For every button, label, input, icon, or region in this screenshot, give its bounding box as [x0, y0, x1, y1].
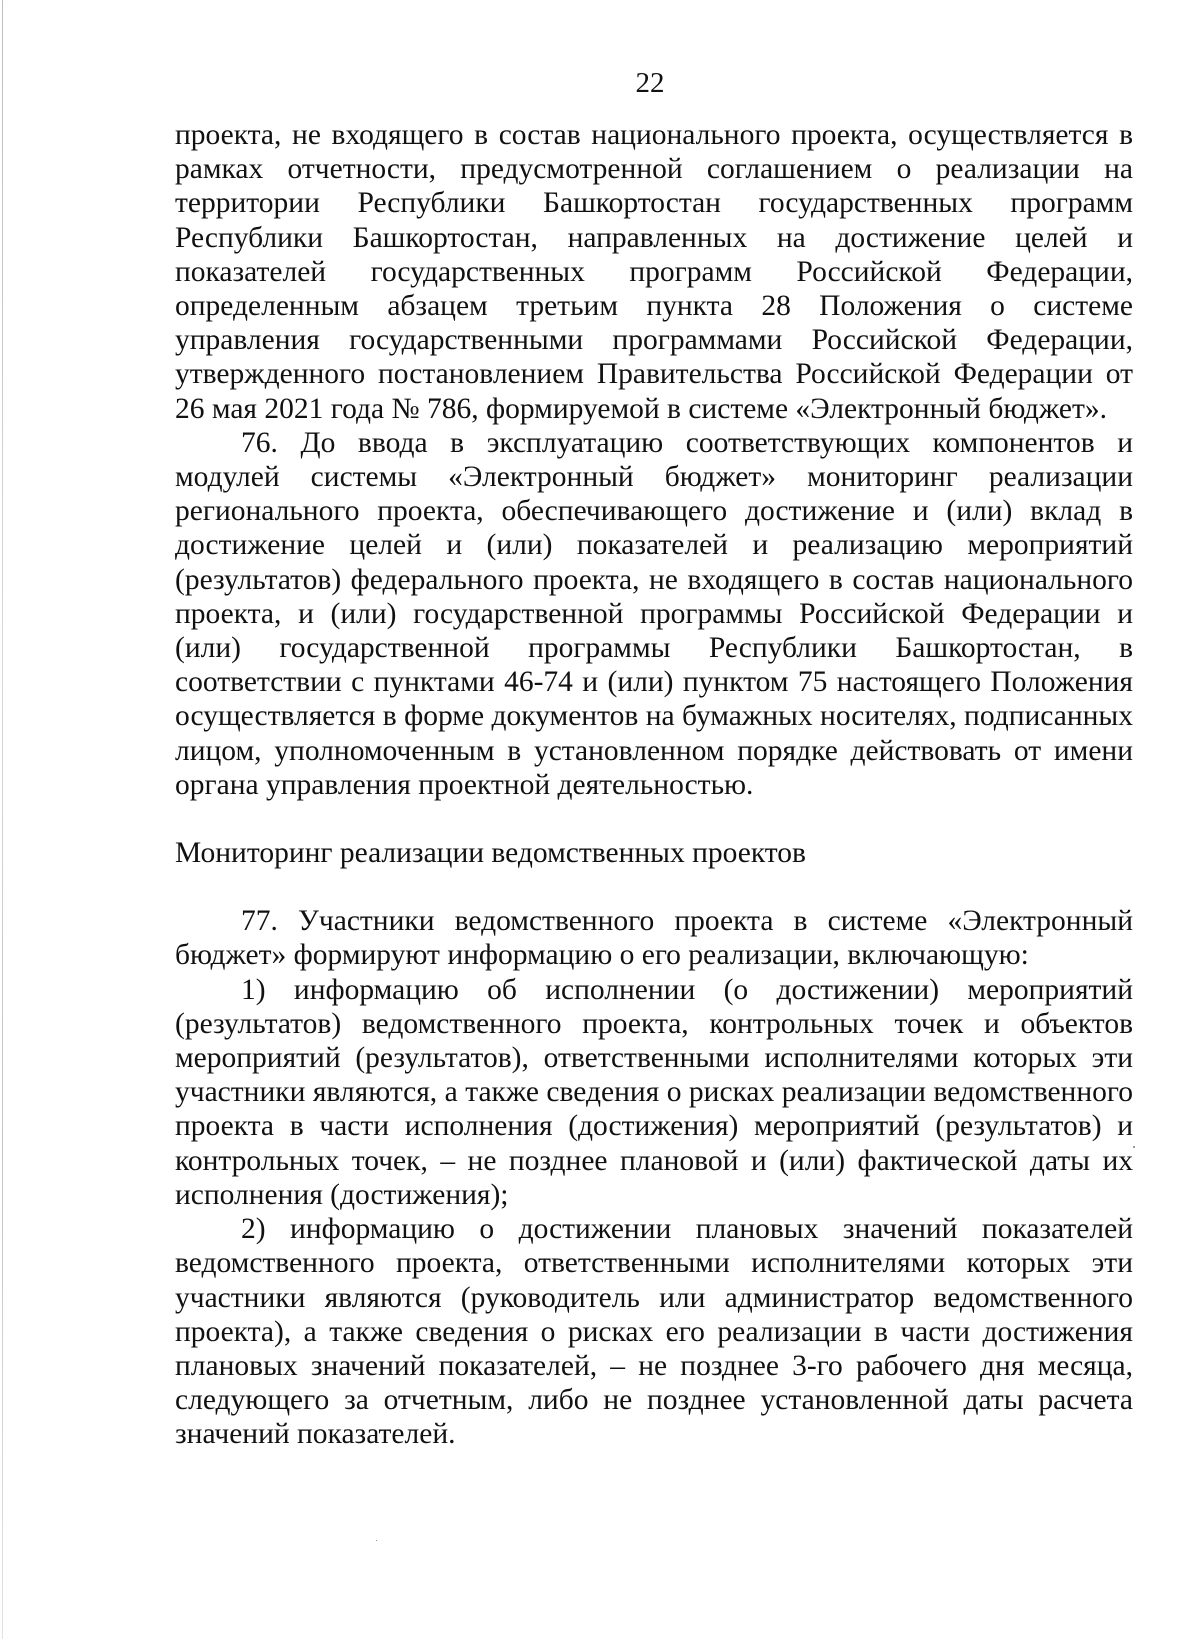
section-heading: Мониторинг реализации ведомственных проектов	[175, 837, 806, 870]
paragraph-77-item-2: 2) информацию о достижении плановых значений показателей ведомственного проекта, ответственными исполнителями которых эти участники являются (руководитель или администратор ведомственного проекта), а также сведения о рисках его реализации в части достижения плановых значений показателей, – не позднее 3-го рабочего дня месяца, следующего за отчетным, либо не позднее установленной даты расчета значений показателей.	[175, 1213, 1133, 1451]
scan-edge-shadow	[2, 0, 3, 1639]
page-number: 22	[635, 67, 665, 99]
paragraph-76: 76. До ввода в эксплуатацию соответствующих компонентов и модулей системы «Электронный бюджет» мониторинг реализации регионального проекта, обеспечивающего достижение и (или) вклад в достижение целей и (или) показателей и реализацию мероприятий (результатов) федерального проекта, не входящего в состав национального проекта, и (или) государственной программы Российской Федерации и (или) государственной программы Республики Башкортостан, в соответствии с пунктами 46-74 и (или) пунктом 75 настоящего Положения осуществляется в форме документов на бумажных носителях, подписанных лицом, уполномоченным в установленном порядке действовать от имени органа управления проектной деятельностью.	[175, 426, 1133, 801]
paragraph-77: 77. Участники ведомственного проекта в системе «Электронный бюджет» формируют информацию о его реализации, включающую:	[175, 905, 1133, 972]
scan-speck	[1133, 1146, 1135, 1148]
paragraph-77-item-1: 1) информацию об исполнении (о достижении) мероприятий (результатов) ведомственного проекта, контрольных точек и объектов мероприятий (результатов), ответственными исполнителями которых эти участники являются, а также сведения о рисках реализации ведомственного проекта в части исполнения (достижения) мероприятий (результатов) и контрольных точек, – не позднее плановой и (или) фактической даты их исполнения (достижения);	[175, 973, 1133, 1211]
document-body	[175, 118, 1133, 1452]
scan-speck	[376, 1540, 377, 1541]
paragraph-continuation: проекта, не входящего в состав национального проекта, осуществляется в рамках отчетности, предусмотренной соглашением о реализации на территории Республики Башкортостан государственных программ Республики Башкортостан, направленных на достижение целей и показателей государственных программ Российской Федерации, определенным абзацем третьим пункта 28 Положения о системе управления государственными программами Российской Федерации, утвержденного постановлением Правительства Российской Федерации от 26 мая 2021 года № 786, формируемой в системе «Электронный бюджет».	[175, 119, 1133, 425]
